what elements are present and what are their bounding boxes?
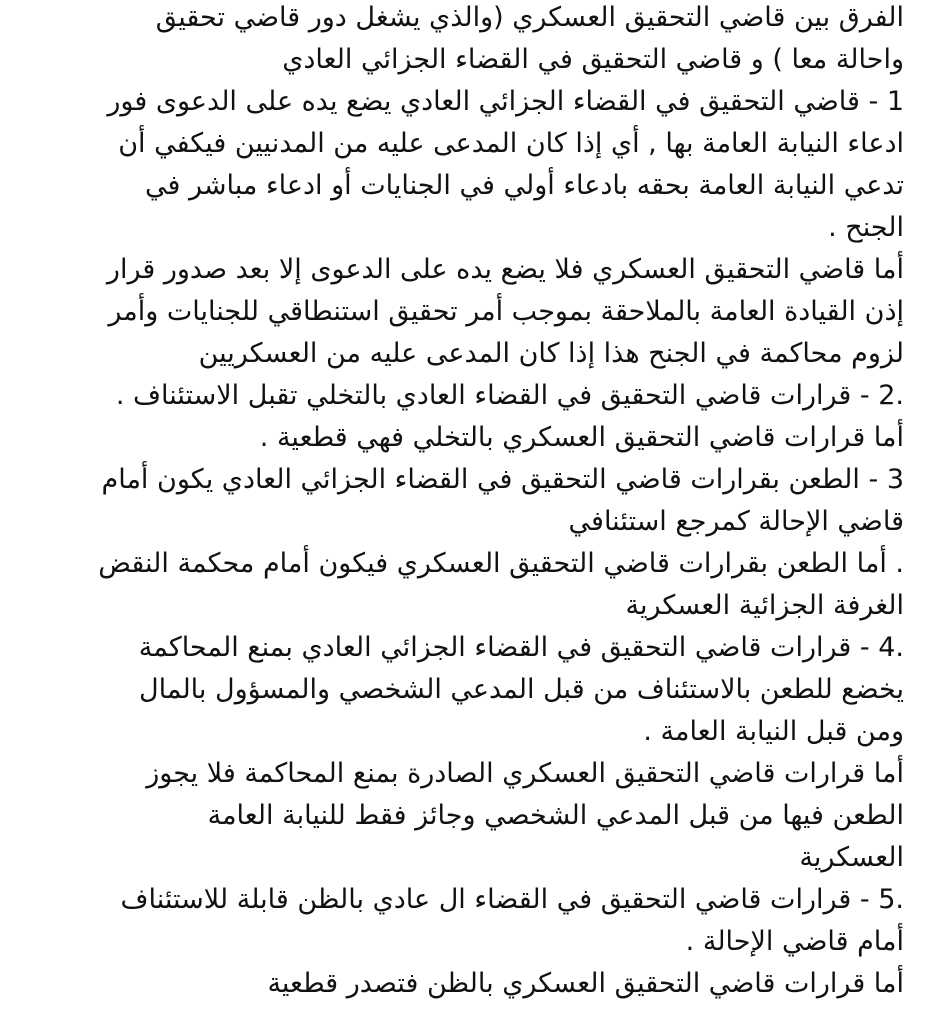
text-line: تدعي النيابة العامة بحقه بادعاء أولي في الجنايات أو ادعاء مباشر في (145, 170, 904, 201)
text-line: الغرفة الجزائية العسكرية (625, 590, 904, 621)
text-line: إذن القيادة العامة بالملاحقة بموجب أمر تحقيق استنطاقي للجنايات وأمر (108, 296, 904, 327)
text-line: .2 - قرارات قاضي التحقيق في القضاء العادي بالتخلي تقبل الاستئناف . (115, 380, 904, 411)
text-line: لزوم محاكمة في الجنح هذا إذا كان المدعى عليه من العسكريين (198, 338, 904, 369)
text-line: الفرق بين قاضي التحقيق العسكري (والذي يشغل دور قاضي تحقيق (155, 2, 904, 33)
text-line: الطعن فيها من قبل المدعي الشخصي وجائز فقط للنيابة العامة (207, 800, 904, 831)
text-line: يخضع للطعن بالاستئناف من قبل المدعي الشخصي والمسؤول بالمال (139, 674, 904, 705)
text-line: 1 - قاضي التحقيق في القضاء الجزائي العادي يضع يده على الدعوى فور (107, 86, 904, 117)
text-line: .4 - قرارات قاضي التحقيق في القضاء الجزائي العادي بمنع المحاكمة (138, 632, 904, 663)
text-line: أما قرارات قاضي التحقيق العسكري الصادرة بمنع المحاكمة فلا يجوز (146, 758, 904, 789)
text-line: 3 - الطعن بقرارات قاضي التحقيق في القضاء الجزائي العادي يكون أمام (101, 464, 904, 495)
text-line: قاضي الإحالة كمرجع استئنافي (568, 506, 904, 537)
text-line: . أما الطعن بقرارات قاضي التحقيق العسكري فيكون أمام محكمة النقض (98, 548, 904, 579)
text-line: الجنح . (828, 212, 904, 243)
text-line: ومن قبل النيابة العامة . (643, 716, 904, 747)
text-line: العسكرية (799, 842, 904, 873)
text-line: أما قرارات قاضي التحقيق العسكري بالظن فتصدر قطعية (267, 968, 904, 999)
text-line: أما قرارات قاضي التحقيق العسكري بالتخلي فهي قطعية . (259, 422, 904, 453)
text-line: أما قاضي التحقيق العسكري فلا يضع يده على الدعوى إلا بعد صدور قرار (106, 254, 904, 285)
text-line: ادعاء النيابة العامة بها , أي إذا كان المدعى عليه من المدنيين فيكفي أن (118, 128, 904, 159)
text-line: واحالة معا ) و قاضي التحقيق في القضاء الجزائي العادي (282, 44, 904, 75)
text-line: .5 - قرارات قاضي التحقيق في القضاء ال عادي بالظن قابلة للاستئناف (120, 884, 904, 915)
text-line: أمام قاضي الإحالة . (685, 926, 904, 957)
